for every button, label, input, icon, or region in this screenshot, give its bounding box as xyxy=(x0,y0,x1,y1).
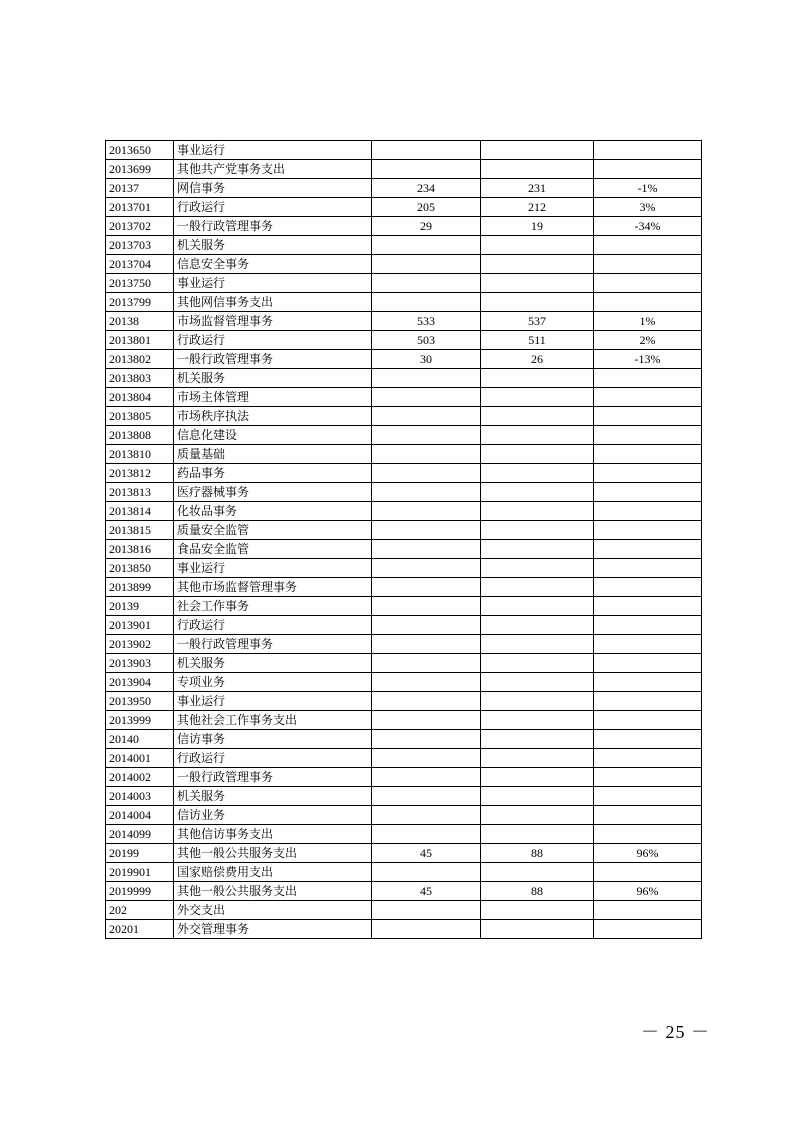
row-code: 2013810 xyxy=(106,445,174,464)
row-name: 其他社会工作事务支出 xyxy=(174,711,372,730)
table-row xyxy=(106,635,702,654)
row-change xyxy=(594,426,702,445)
table-row xyxy=(106,236,702,255)
row-name: 行政运行 xyxy=(174,198,372,217)
row-name: 市场秩序执法 xyxy=(174,407,372,426)
row-code: 2013904 xyxy=(106,673,174,692)
row-value-1: 533 xyxy=(372,312,481,331)
row-value-1 xyxy=(372,521,481,540)
row-value-1: 45 xyxy=(372,882,481,901)
table-row xyxy=(106,597,702,616)
row-change: 96% xyxy=(594,882,702,901)
row-code: 2013899 xyxy=(106,578,174,597)
row-value-2 xyxy=(481,141,594,160)
row-code: 2013901 xyxy=(106,616,174,635)
table-row xyxy=(106,825,702,844)
row-value-1: 234 xyxy=(372,179,481,198)
row-name: 事业运行 xyxy=(174,141,372,160)
row-name: 食品安全监管 xyxy=(174,540,372,559)
row-value-2 xyxy=(481,369,594,388)
row-name: 行政运行 xyxy=(174,749,372,768)
row-name: 外交管理事务 xyxy=(174,920,372,939)
row-value-1 xyxy=(372,540,481,559)
row-change xyxy=(594,293,702,312)
table-row xyxy=(106,179,702,198)
table-row xyxy=(106,293,702,312)
row-change xyxy=(594,730,702,749)
row-code: 2019901 xyxy=(106,863,174,882)
table-row xyxy=(106,312,702,331)
row-change xyxy=(594,597,702,616)
row-code: 2013703 xyxy=(106,236,174,255)
row-value-2 xyxy=(481,901,594,920)
row-name: 行政运行 xyxy=(174,331,372,350)
row-change xyxy=(594,274,702,293)
row-code: 2013814 xyxy=(106,502,174,521)
row-change: 2% xyxy=(594,331,702,350)
row-value-1 xyxy=(372,483,481,502)
row-change xyxy=(594,673,702,692)
table-row xyxy=(106,711,702,730)
row-name: 其他一般公共服务支出 xyxy=(174,882,372,901)
table-row xyxy=(106,540,702,559)
row-value-2: 26 xyxy=(481,350,594,369)
row-name: 外交支出 xyxy=(174,901,372,920)
row-code: 2013903 xyxy=(106,654,174,673)
table-row xyxy=(106,616,702,635)
row-name: 社会工作事务 xyxy=(174,597,372,616)
row-code: 2013701 xyxy=(106,198,174,217)
row-code: 20138 xyxy=(106,312,174,331)
row-code: 2013808 xyxy=(106,426,174,445)
row-value-1 xyxy=(372,616,481,635)
row-value-1 xyxy=(372,673,481,692)
row-code: 2014001 xyxy=(106,749,174,768)
row-code: 2013801 xyxy=(106,331,174,350)
row-change: 1% xyxy=(594,312,702,331)
row-value-1 xyxy=(372,920,481,939)
table-row xyxy=(106,198,702,217)
row-value-2 xyxy=(481,464,594,483)
row-name: 专项业务 xyxy=(174,673,372,692)
row-code: 2013699 xyxy=(106,160,174,179)
row-value-1: 503 xyxy=(372,331,481,350)
row-value-1 xyxy=(372,597,481,616)
row-value-2 xyxy=(481,806,594,825)
row-value-2: 88 xyxy=(481,844,594,863)
row-value-1 xyxy=(372,293,481,312)
row-code: 2013815 xyxy=(106,521,174,540)
row-change xyxy=(594,521,702,540)
row-change: 3% xyxy=(594,198,702,217)
row-value-1: 45 xyxy=(372,844,481,863)
table-row xyxy=(106,863,702,882)
table-row xyxy=(106,654,702,673)
row-name: 其他信访事务支出 xyxy=(174,825,372,844)
row-value-2: 19 xyxy=(481,217,594,236)
row-code: 2013950 xyxy=(106,692,174,711)
row-value-1 xyxy=(372,768,481,787)
row-name: 市场监督管理事务 xyxy=(174,312,372,331)
row-change xyxy=(594,863,702,882)
row-name: 其他共产党事务支出 xyxy=(174,160,372,179)
row-name: 药品事务 xyxy=(174,464,372,483)
row-value-2 xyxy=(481,559,594,578)
row-name: 一般行政管理事务 xyxy=(174,217,372,236)
row-change xyxy=(594,920,702,939)
table-row xyxy=(106,882,702,901)
row-name: 机关服务 xyxy=(174,236,372,255)
row-name: 质量安全监管 xyxy=(174,521,372,540)
table-row xyxy=(106,160,702,179)
table-row xyxy=(106,901,702,920)
row-change xyxy=(594,635,702,654)
budget-table-body xyxy=(106,141,702,939)
row-code: 202 xyxy=(106,901,174,920)
row-value-1 xyxy=(372,407,481,426)
row-value-2 xyxy=(481,274,594,293)
row-value-2: 537 xyxy=(481,312,594,331)
row-change xyxy=(594,369,702,388)
row-value-2 xyxy=(481,160,594,179)
row-value-1 xyxy=(372,635,481,654)
table-row xyxy=(106,502,702,521)
row-name: 信息安全事务 xyxy=(174,255,372,274)
row-name: 信息化建设 xyxy=(174,426,372,445)
table-row xyxy=(106,521,702,540)
table-row xyxy=(106,464,702,483)
row-change xyxy=(594,502,702,521)
row-code: 2013813 xyxy=(106,483,174,502)
row-value-2 xyxy=(481,597,594,616)
row-change xyxy=(594,464,702,483)
row-change xyxy=(594,388,702,407)
row-value-2 xyxy=(481,825,594,844)
row-name: 事业运行 xyxy=(174,274,372,293)
row-code: 2013803 xyxy=(106,369,174,388)
row-value-2 xyxy=(481,521,594,540)
row-code: 2014004 xyxy=(106,806,174,825)
row-value-1 xyxy=(372,901,481,920)
row-change xyxy=(594,711,702,730)
row-change xyxy=(594,616,702,635)
row-change xyxy=(594,787,702,806)
table-row xyxy=(106,806,702,825)
table-row xyxy=(106,369,702,388)
row-value-1: 205 xyxy=(372,198,481,217)
row-change xyxy=(594,806,702,825)
row-value-2 xyxy=(481,920,594,939)
row-value-2 xyxy=(481,730,594,749)
row-value-1: 29 xyxy=(372,217,481,236)
table-row xyxy=(106,331,702,350)
table-row xyxy=(106,407,702,426)
row-code: 2013816 xyxy=(106,540,174,559)
row-value-1 xyxy=(372,236,481,255)
table-row xyxy=(106,844,702,863)
row-code: 20201 xyxy=(106,920,174,939)
row-change xyxy=(594,654,702,673)
row-value-1 xyxy=(372,141,481,160)
row-change xyxy=(594,141,702,160)
row-change xyxy=(594,749,702,768)
row-name: 事业运行 xyxy=(174,559,372,578)
row-value-1 xyxy=(372,559,481,578)
row-name: 机关服务 xyxy=(174,654,372,673)
row-change xyxy=(594,578,702,597)
table-row xyxy=(106,445,702,464)
row-code: 2013650 xyxy=(106,141,174,160)
row-name: 网信事务 xyxy=(174,179,372,198)
table-row xyxy=(106,692,702,711)
row-value-2: 231 xyxy=(481,179,594,198)
row-value-2 xyxy=(481,293,594,312)
row-change xyxy=(594,236,702,255)
table-row xyxy=(106,426,702,445)
row-name: 事业运行 xyxy=(174,692,372,711)
row-value-2 xyxy=(481,255,594,274)
row-value-2 xyxy=(481,483,594,502)
table-row xyxy=(106,255,702,274)
row-change: -13% xyxy=(594,350,702,369)
table-row xyxy=(106,920,702,939)
row-value-2 xyxy=(481,445,594,464)
row-code: 2013702 xyxy=(106,217,174,236)
row-code: 2013999 xyxy=(106,711,174,730)
row-code: 20139 xyxy=(106,597,174,616)
row-value-2 xyxy=(481,407,594,426)
row-code: 20199 xyxy=(106,844,174,863)
row-name: 机关服务 xyxy=(174,369,372,388)
row-code: 2013812 xyxy=(106,464,174,483)
row-value-1 xyxy=(372,749,481,768)
row-code: 2013805 xyxy=(106,407,174,426)
row-value-2 xyxy=(481,635,594,654)
table-row xyxy=(106,350,702,369)
table-row xyxy=(106,274,702,293)
row-value-1: 30 xyxy=(372,350,481,369)
row-value-1 xyxy=(372,255,481,274)
row-value-2 xyxy=(481,749,594,768)
table-row xyxy=(106,559,702,578)
row-name: 信访业务 xyxy=(174,806,372,825)
row-name: 其他市场监督管理事务 xyxy=(174,578,372,597)
row-change xyxy=(594,825,702,844)
table-row xyxy=(106,787,702,806)
row-name: 其他一般公共服务支出 xyxy=(174,844,372,863)
row-name: 国家赔偿费用支出 xyxy=(174,863,372,882)
table-row xyxy=(106,217,702,236)
table-row xyxy=(106,730,702,749)
row-code: 2013799 xyxy=(106,293,174,312)
row-name: 机关服务 xyxy=(174,787,372,806)
row-value-1 xyxy=(372,654,481,673)
row-change xyxy=(594,255,702,274)
table-row xyxy=(106,673,702,692)
row-change xyxy=(594,160,702,179)
row-change: -1% xyxy=(594,179,702,198)
row-change xyxy=(594,901,702,920)
row-value-1 xyxy=(372,388,481,407)
row-value-2: 212 xyxy=(481,198,594,217)
row-value-1 xyxy=(372,692,481,711)
page-number: － 25 － xyxy=(641,1022,710,1042)
row-code: 2014002 xyxy=(106,768,174,787)
row-value-1 xyxy=(372,806,481,825)
row-code: 2013850 xyxy=(106,559,174,578)
row-value-1 xyxy=(372,274,481,293)
row-code: 2019999 xyxy=(106,882,174,901)
row-name: 质量基础 xyxy=(174,445,372,464)
row-value-2 xyxy=(481,502,594,521)
row-name: 市场主体管理 xyxy=(174,388,372,407)
table-row xyxy=(106,768,702,787)
row-name: 其他网信事务支出 xyxy=(174,293,372,312)
row-change xyxy=(594,540,702,559)
row-name: 一般行政管理事务 xyxy=(174,350,372,369)
row-value-1 xyxy=(372,464,481,483)
row-change xyxy=(594,445,702,464)
row-change xyxy=(594,483,702,502)
row-value-2 xyxy=(481,616,594,635)
row-value-1 xyxy=(372,445,481,464)
row-change: 96% xyxy=(594,844,702,863)
row-name: 一般行政管理事务 xyxy=(174,635,372,654)
row-code: 2013902 xyxy=(106,635,174,654)
row-value-1 xyxy=(372,369,481,388)
row-value-1 xyxy=(372,578,481,597)
row-value-2 xyxy=(481,711,594,730)
row-value-2: 88 xyxy=(481,882,594,901)
row-name: 一般行政管理事务 xyxy=(174,768,372,787)
row-code: 2013704 xyxy=(106,255,174,274)
row-code: 2014099 xyxy=(106,825,174,844)
row-value-2 xyxy=(481,654,594,673)
row-code: 2013802 xyxy=(106,350,174,369)
row-code: 2014003 xyxy=(106,787,174,806)
row-value-2 xyxy=(481,388,594,407)
row-value-1 xyxy=(372,426,481,445)
row-name: 信访事务 xyxy=(174,730,372,749)
row-code: 2013804 xyxy=(106,388,174,407)
row-value-1 xyxy=(372,863,481,882)
row-value-1 xyxy=(372,502,481,521)
budget-table xyxy=(105,140,702,939)
row-value-2 xyxy=(481,768,594,787)
table-row xyxy=(106,483,702,502)
row-change: -34% xyxy=(594,217,702,236)
row-value-2 xyxy=(481,578,594,597)
row-change xyxy=(594,768,702,787)
row-value-2 xyxy=(481,692,594,711)
row-name: 医疗器械事务 xyxy=(174,483,372,502)
table-row xyxy=(106,388,702,407)
row-change xyxy=(594,559,702,578)
table-row xyxy=(106,578,702,597)
table-row xyxy=(106,749,702,768)
row-value-1 xyxy=(372,825,481,844)
row-value-1 xyxy=(372,711,481,730)
row-value-2 xyxy=(481,787,594,806)
row-value-2: 511 xyxy=(481,331,594,350)
row-value-2 xyxy=(481,673,594,692)
row-value-2 xyxy=(481,863,594,882)
table-row xyxy=(106,141,702,160)
row-value-1 xyxy=(372,730,481,749)
row-code: 20140 xyxy=(106,730,174,749)
row-value-2 xyxy=(481,236,594,255)
row-name: 行政运行 xyxy=(174,616,372,635)
row-change xyxy=(594,407,702,426)
row-value-2 xyxy=(481,426,594,445)
row-change xyxy=(594,692,702,711)
row-value-2 xyxy=(481,540,594,559)
row-value-1 xyxy=(372,160,481,179)
row-value-1 xyxy=(372,787,481,806)
row-name: 化妆品事务 xyxy=(174,502,372,521)
row-code: 20137 xyxy=(106,179,174,198)
row-code: 2013750 xyxy=(106,274,174,293)
